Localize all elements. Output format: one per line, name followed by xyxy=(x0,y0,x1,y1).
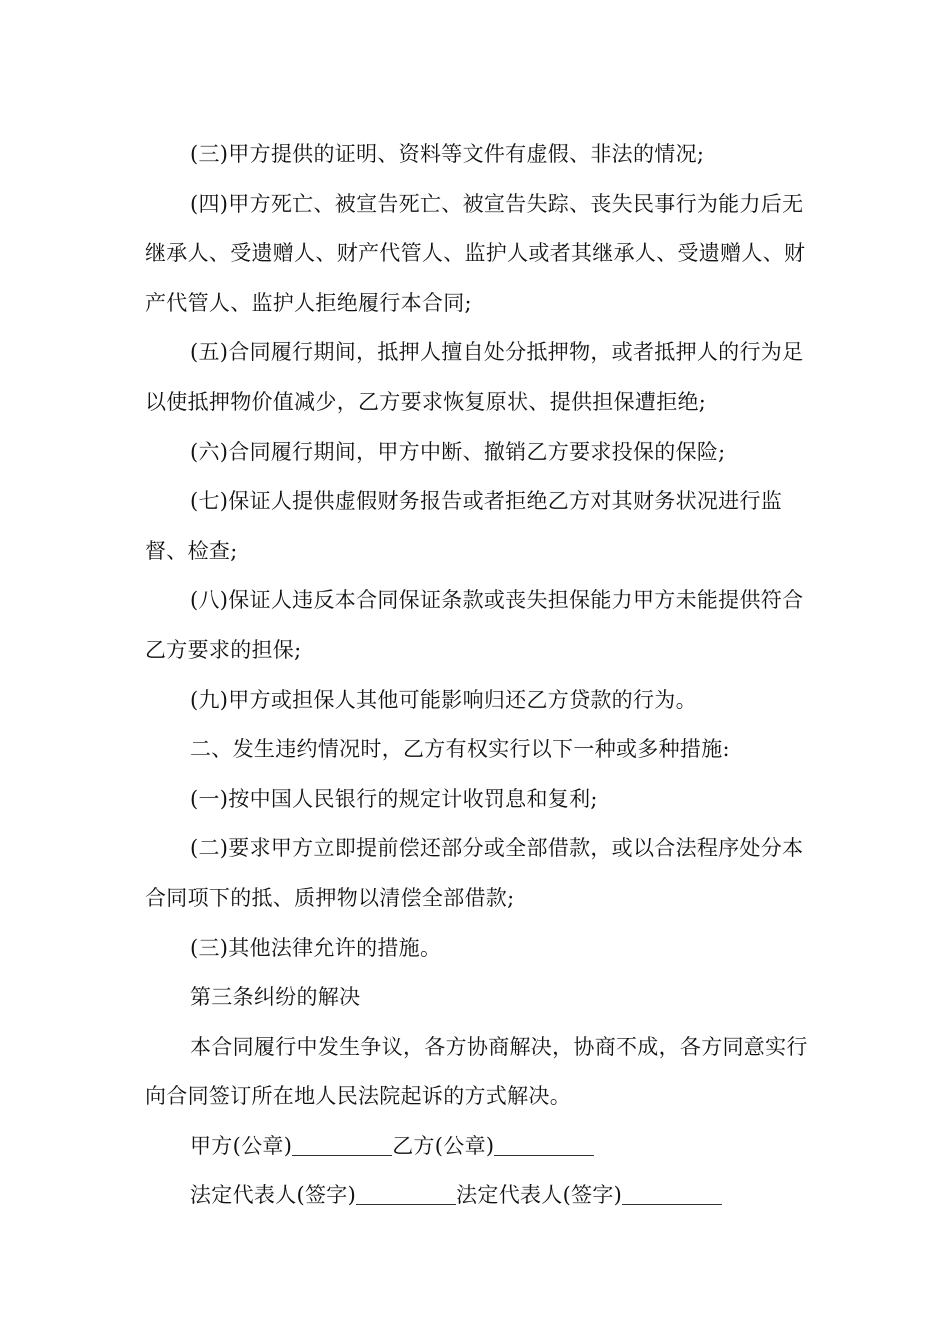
legal-rep-a-label: 法定代表人(签字) xyxy=(190,1183,357,1208)
party-b-seal-label: 乙方(公章) xyxy=(392,1133,495,1158)
party-a-seal-label: 甲方(公章) xyxy=(190,1133,293,1158)
party-b-seal-blank xyxy=(494,1154,594,1156)
clause-9: (九)甲方或担保人其他可能影响归还乙方贷款的行为。 xyxy=(190,687,697,712)
clause-6: (六)合同履行期间，甲方中断、撤销乙方要求投保的保险; xyxy=(190,439,726,464)
document-body xyxy=(145,130,810,1221)
legal-rep-signature-line xyxy=(145,1171,810,1221)
clause-5: (五)合同履行期间，抵押人擅自处分抵押物，或者抵押人的行为足以使抵押物价值减少，乙方要求恢复原状、提供担保遭拒绝; xyxy=(145,340,804,414)
measure-1: (一)按中国人民银行的规定计收罚息和复利; xyxy=(190,786,598,811)
measure-2: (二)要求甲方立即提前偿还部分或全部借款，或以合法程序处分本合同项下的抵、质押物以清偿全部借款; xyxy=(145,836,804,910)
clause-8: (八)保证人违反本合同保证条款或丧失担保能力甲方未能提供符合乙方要求的担保; xyxy=(145,588,804,662)
clause-3: (三)甲方提供的证明、资料等文件有虚假、非法的情况; xyxy=(190,142,705,166)
legal-rep-b-blank xyxy=(622,1203,722,1205)
party-a-seal-blank xyxy=(292,1154,392,1156)
seal-signature-line xyxy=(145,1122,810,1172)
legal-rep-a-blank xyxy=(356,1203,456,1205)
clause-4: (四)甲方死亡、被宣告死亡、被宣告失踪、丧失民事行为能力后无继承人、受遗赠人、财产代管人、监护人或者其继承人、受遗赠人、财产代管人、监护人拒绝履行本合同; xyxy=(145,191,806,315)
section-2-heading: 二、发生违约情况时，乙方有权实行以下一种或多种措施: xyxy=(190,737,730,762)
clause-7: (七)保证人提供虚假财务报告或者拒绝乙方对其财务状况进行监督、检查; xyxy=(145,489,783,563)
article-3-heading: 第三条纠纷的解决 xyxy=(190,985,361,1010)
measure-3: (三)其他法律允许的措施。 xyxy=(190,935,442,960)
legal-rep-b-label: 法定代表人(签字) xyxy=(456,1183,623,1208)
dispute-resolution-text: 本合同履行中发生争议，各方协商解决，协商不成，各方同意实行向合同签订所在地人民法院起诉的方式解决。 xyxy=(145,1034,808,1109)
